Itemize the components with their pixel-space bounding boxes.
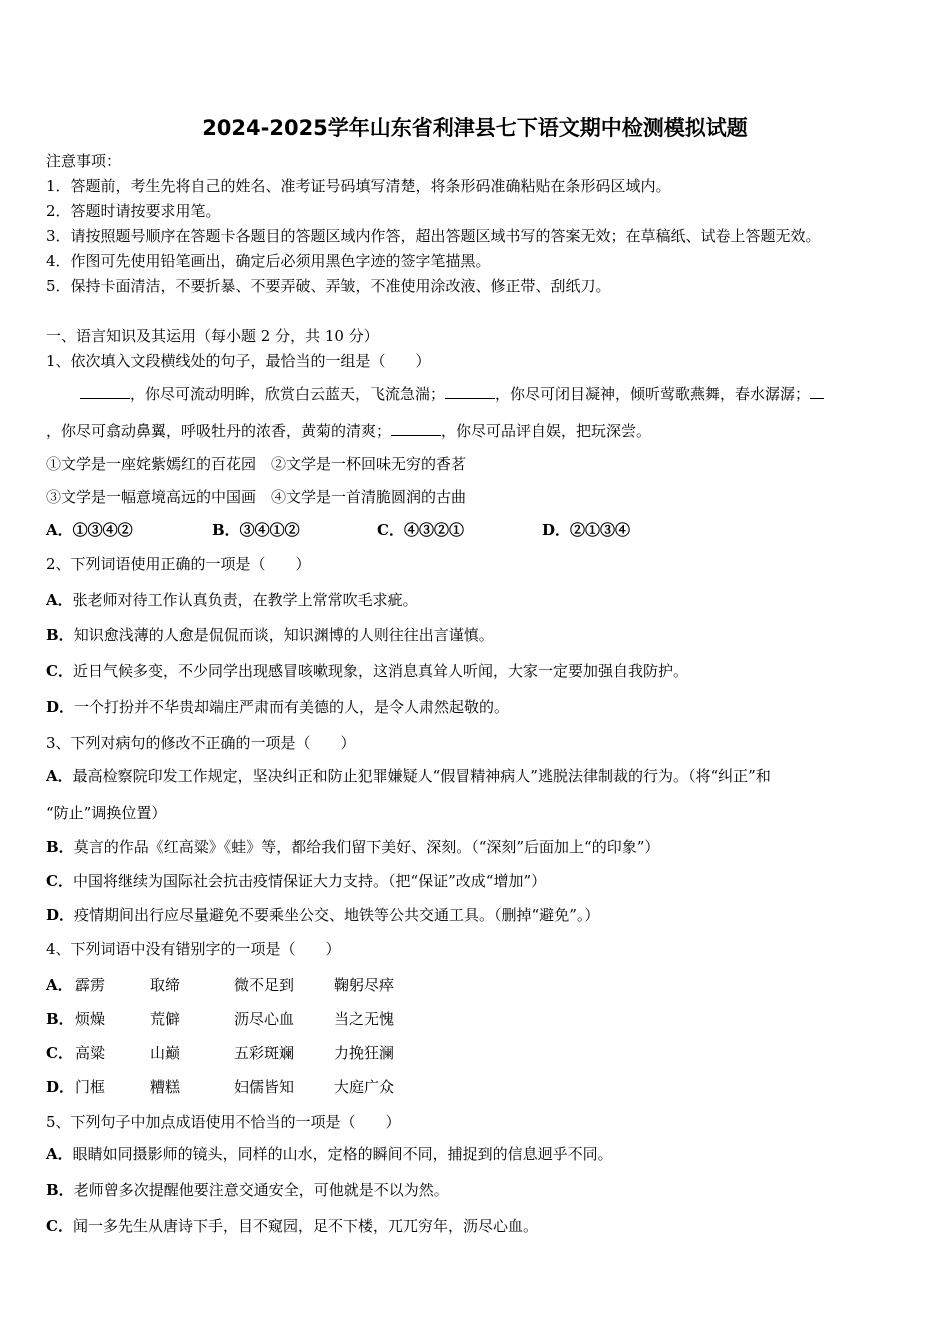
question-1-choices-line2: ③文学是一幅意境高远的中国画 ④文学是一首清脆圆润的古曲 (46, 488, 467, 506)
passage-segment: ，你尽可翕动鼻翼，呼吸牡丹的浓香，黄菊的清爽； (46, 422, 392, 440)
option-a[interactable]: A．①③④② (46, 521, 133, 539)
option-c[interactable] (46, 661, 688, 681)
section-heading: 一、语言知识及其运用（每小题 2 分，共 10 分） (46, 327, 379, 345)
option-letter: B． (46, 1181, 74, 1199)
notice-item: 2．答题时请按要求用笔。 (46, 202, 221, 220)
word: 大庭广众 (334, 1078, 395, 1096)
notice-item: 1．答题前，考生先将自己的姓名、准考证号码填写清楚，将条形码准确粘贴在条形码区域内。 (46, 177, 671, 195)
question-1-stem: 1、依次填入文段横线处的句子，最恰当的一组是（ ） (46, 352, 431, 370)
option-letter: C． (46, 1217, 73, 1235)
option-b[interactable] (46, 1180, 449, 1200)
notice-item: 5．保持卡面清洁，不要折暴、不要弄破、弄皱，不准使用涂改液、修正带、刮纸刀。 (46, 277, 611, 295)
option-text: 张老师对待工作认真负责，在教学上常常吹毛求疵。 (72, 591, 418, 609)
option-a[interactable] (46, 766, 771, 786)
option-text: 近日气候多变，不少同学出现感冒咳嗽现象，这消息真耸人听闻，大家一定要加强自我防护。 (72, 662, 688, 680)
answer-blank (445, 384, 495, 399)
passage-segment: ，你尽可闭目凝神，倾听莺歌燕舞，春水潺潺； (495, 385, 811, 403)
question-1-passage-line1 (80, 384, 824, 404)
option-letter: D． (46, 1078, 75, 1096)
option-letter: B． (46, 1010, 74, 1028)
question-4-stem: 4、下列词语中没有错别字的一项是（ ） (46, 940, 341, 958)
option-letter: C． (46, 1044, 73, 1062)
option-text: 一个打扮并不华贵却端庄严肃而有美德的人，是令人肃然起敬的。 (74, 698, 510, 716)
option-letter: A． (46, 767, 73, 785)
word: 山巅 (150, 1044, 181, 1062)
word: 烦燥 (75, 1010, 106, 1028)
notice-item: 3．请按照题号顺序在答题卡各题目的答题区域内作答，超出答题区域书写的答案无效；在草稿纸、试卷上答题无效。 (46, 227, 821, 245)
option-d[interactable] (46, 697, 509, 717)
answer-blank (810, 384, 824, 399)
word: 糟糕 (150, 1078, 181, 1096)
answer-blank (391, 421, 441, 436)
word: 霹雳 (75, 976, 106, 994)
question-1-choices-line1: ①文学是一座姹紫嫣红的百花园 ②文学是一杯回味无穷的香茗 (46, 455, 467, 473)
word: 微不足到 (234, 976, 295, 994)
question-2-stem: 2、下列词语使用正确的一项是（ ） (46, 555, 311, 573)
notice-item: 4．作图可先使用铅笔画出，确定后必须用黑色字迹的签字笔描黑。 (46, 252, 491, 270)
word: 鞠躬尽瘁 (334, 976, 395, 994)
word: 荒僻 (150, 1010, 181, 1028)
word: 当之无愧 (334, 1010, 395, 1028)
option-letter: C． (46, 662, 73, 680)
option-text: 闻一多先生从唐诗下手，目不窥园，足不下楼，兀兀穷年，沥尽心血。 (72, 1217, 538, 1235)
option-c[interactable] (46, 1216, 538, 1236)
option-letter: A． (46, 591, 73, 609)
option-text: 疫情期间出行应尽量避免不要乘坐公交、地铁等公共交通工具。（删掉“避免”。） (74, 906, 600, 924)
word: 沥尽心血 (234, 1010, 295, 1028)
option-letter: C． (46, 872, 73, 890)
passage-segment: ，你尽可品评自娱，把玩深尝。 (441, 422, 652, 440)
passage-segment: ，你尽可流动明眸，欣赏白云蓝天，飞流急湍； (130, 385, 446, 403)
option-text: 眼睛如同摄影师的镜头，同样的山水，定格的瞬间不同，捕捉到的信息迥乎不同。 (72, 1145, 613, 1163)
option-text: 知识愈浅薄的人愈是侃侃而谈，知识渊博的人则往往出言谨慎。 (73, 626, 494, 644)
word: 门框 (75, 1078, 106, 1096)
option-b[interactable]: B．③④①② (212, 521, 300, 539)
option-text: 最高检察院印发工作规定，坚决纠正和防止犯罪嫌疑人“假冒精神病人”逃脱法律制裁的行为。（将“纠正”和 (72, 767, 771, 785)
option-d[interactable]: D．②①③④ (542, 521, 631, 539)
answer-blank (80, 384, 130, 399)
option-letter: A． (46, 976, 73, 994)
option-a-continued: “防止”调换位置） (46, 804, 167, 822)
option-text: 老师曾多次提醒他要注意交通安全，可他就是不以为然。 (73, 1181, 449, 1199)
word: 取缔 (150, 976, 181, 994)
option-c[interactable]: C．④③②① (377, 521, 464, 539)
option-text: 莫言的作品《红高粱》《蛙》等，都给我们留下美好、深刻。（“深刻”后面加上“的印象”） (73, 838, 660, 856)
option-a[interactable] (46, 590, 418, 610)
option-letter: D． (46, 698, 75, 716)
option-a[interactable] (46, 1144, 613, 1164)
question-3-stem: 3、下列对病句的修改不正确的一项是（ ） (46, 734, 356, 752)
option-b[interactable] (46, 625, 494, 645)
notice-heading: 注意事项： (46, 152, 122, 170)
question-1-passage-line2 (46, 421, 651, 441)
word: 力挽狂澜 (334, 1044, 395, 1062)
word: 高粱 (75, 1044, 106, 1062)
option-b[interactable] (46, 837, 659, 857)
word: 妇儒皆知 (234, 1078, 295, 1096)
option-letter: A． (46, 1145, 73, 1163)
option-letter: B． (46, 838, 74, 856)
page-title: 2024-2025学年山东省利津县七下语文期中检测模拟试题 (202, 116, 748, 140)
question-5-stem: 5、下列句子中加点成语使用不恰当的一项是（ ） (46, 1113, 401, 1131)
option-letter: D． (46, 906, 75, 924)
word: 五彩斑斓 (234, 1044, 295, 1062)
option-text: 中国将继续为国际社会抗击疫情保证大力支持。（把“保证”改成“增加”） (72, 872, 547, 890)
option-d[interactable] (46, 905, 599, 925)
option-letter: B． (46, 626, 74, 644)
option-c[interactable] (46, 871, 546, 891)
